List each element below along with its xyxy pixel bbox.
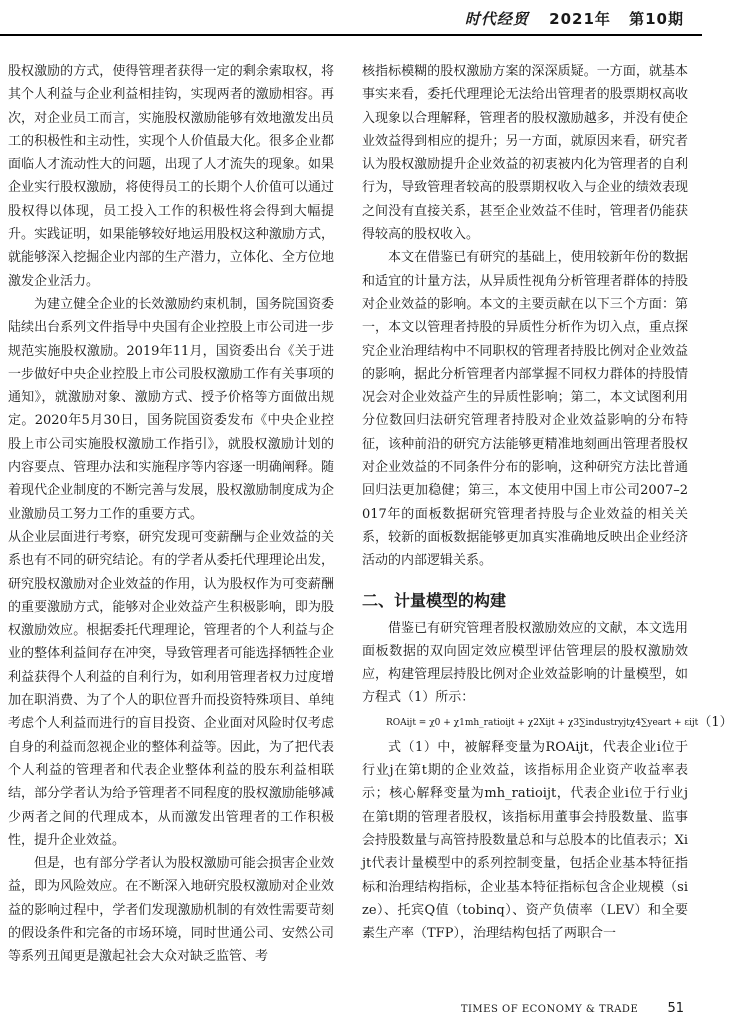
paragraph: 但是，也有部分学者认为股权激励可能会损害企业效益，即为风险效应。在不断深入地研究股权激励对企业效益的影响过程中，学者们发现激励机制的有效性需要苛刻的假设条件和完备的市场环境，同时世通公司、安然公司等系列丑闻更是激起社会大众对缺乏监管、考 xyxy=(8,856,334,965)
paragraph: 核指标模糊的股权激励方案的深深质疑。一方面，就基本事实来看，委托代理理论无法给出管理者的股票期权高收入现象以合理解释，管理者的股权激励越多，并没有使企业效益得到相应的提升；另一方面，就原因来看，研究者认为股权激励提升企业效益的初衷被内化为管理者的自利行为，导致管理者较高的股票期权收入与企业的绩效表现之间没有直接关系，甚至企业效益不佳时，管理者仍能获得较高的股权收入。 xyxy=(362,64,688,243)
journal-name: 时代经贸 xyxy=(464,10,529,28)
paragraph: 从企业层面进行考察，研究发现可变薪酬与企业效益的关系也有不同的研究结论。有的学者从委托代理理论出发，研究股权激励对企业效益的作用，认为股权作为可变薪酬的重要激励方式，能够对企业效益产生积极影响，即为股权激励效应。根据委托代理理论，管理者的个人利益与企业的整体利益间存在冲突，导致管理者可能选择牺牲企业利益获得个人利益的自利行为，如利用管理者权力过度增加在职消费、为了个人的职位晋升而投资特殊项目、单纯考虑个人利益而进行的盲目投资、企业面对风险时仅考虑自身的利益而忽视企业的整体利益等。因此，为了把代表个人利益的管理者和代表企业整体利益的股东利益相联结，部分学者认为给予管理者不同程度的股权激励能够减少两者之间的代理成本，从而激发出管理者的工作积极性，提升企业效益。 xyxy=(8,529,334,848)
issue-year: 2021年 xyxy=(549,10,611,28)
header-rule xyxy=(0,34,702,36)
paragraph: 本文在借鉴已有研究的基础上，使用较新年份的数据和适宜的计量方法，从异质性视角分析管理者群体的持股对企业效益的影响。本文的主要贡献在以下三个方面：第一，本文以管理者持股的异质性分析作为切入点，重点探究企业治理结构中不同职权的管理者持股比例对企业效益的影响，据此分析管理者内部掌握不同权力群体的持股情况会对企业效益产生的异质性影响；第二，本文试图利用分位数回归法研究管理者持股对企业效益影响的分布特征，该种前沿的研究方法能够更精准地刻画出管理者股权对企业效益的不同条件分布的影响，这种研究方法比普通回归法更加稳健；第三，本文使用中国上市公司2007–2017年的面板数据研究管理者持股与企业效益的相关关系，较新的面板数据能够更加真实准确地反映出企业经济活动的内部逻辑关系。 xyxy=(362,250,688,569)
paragraph: 股权激励的方式，使得管理者获得一定的剩余索取权，将其个人利益与企业利益相挂钩，实现两者的激励相容。再次，对企业员工而言，实施股权激励能够有效地激发出员工的积极性和主动性，实现个人价值最大化。很多企业都面临人才流动性大的问题，出现了人才流失的现象。如果企业实行股权激励，将使得员工的长期个人价值可以通过股权得以体现，员工投入工作的积极性将会得到大幅提升。实践证明，如果能够较好地运用股权这种激励方式，就能够深入挖掘企业内部的生产潜力，立体化、全方位地激发企业活力。 xyxy=(8,64,334,289)
page-footer xyxy=(461,1001,684,1016)
equation-number: （1） xyxy=(698,714,733,730)
page-number: 51 xyxy=(667,1001,684,1016)
paragraph: 借鉴已有研究管理者股权激励效应的文献，本文选用面板数据的双向固定效应模型评估管理层的股权激励效应，构建管理层持股比例对企业效益影响的计量模型，如方程式（1）所示： xyxy=(362,620,688,706)
equation-body: ROAijt = χ0 + χ1mh_ratioijt + χ2Xijt + χ3∑industryjtχ4∑yeart + εijt xyxy=(386,717,699,728)
paragraph: 式（1）中，被解释变量为ROAijt，代表企业i位于行业j在第t期的企业效益，该指标用企业资产收益率表示；核心解释变量为mh_ratioijt，代表企业i位于行业j在第t期的管理者股权，该指标用董事会持股数量、监事会持股数量与高管持股数量总和与总股本的比值表示；Xijt代表计量模型中的系列控制变量，包括企业基本特征指标和治理结构指标，企业基本特征指标包含企业规模（size）、托宾Q值（tobinq）、资产负债率（LEV）和全要素生产率（TFP），治理结构包括了两职合一 xyxy=(362,739,688,942)
page-header xyxy=(0,0,702,38)
section-heading: 二、计量模型的构建 xyxy=(362,590,507,610)
paragraph: 为建立健全企业的长效激励约束机制，国务院国资委陆续出台系列文件指导中央国有企业控股上市公司进一步规范实施股权激励。2019年11月，国资委出台《关于进一步做好中央企业控股上市公司股权激励工作有关事项的通知》，就激励对象、激励方式、授予价格等方面做出规定。2020年5月30日，国务院国资委发布《中央企业控股上市公司实施股权激励工作指引》，就股权激励计划的内容要点、管理办法和实施程序等内容逐一明确阐释。随着现代企业制度的不断完善与发展，股权激励制度成为企业激励员工努力工作的重要方式。 xyxy=(8,296,334,522)
right-column xyxy=(362,60,733,945)
equation xyxy=(386,710,733,736)
journal-masthead xyxy=(465,8,684,29)
issue-number: 第10期 xyxy=(629,10,684,28)
left-column xyxy=(8,60,334,969)
footer-journal-name: TIMES OF ECONOMY & TRADE xyxy=(460,1004,639,1015)
